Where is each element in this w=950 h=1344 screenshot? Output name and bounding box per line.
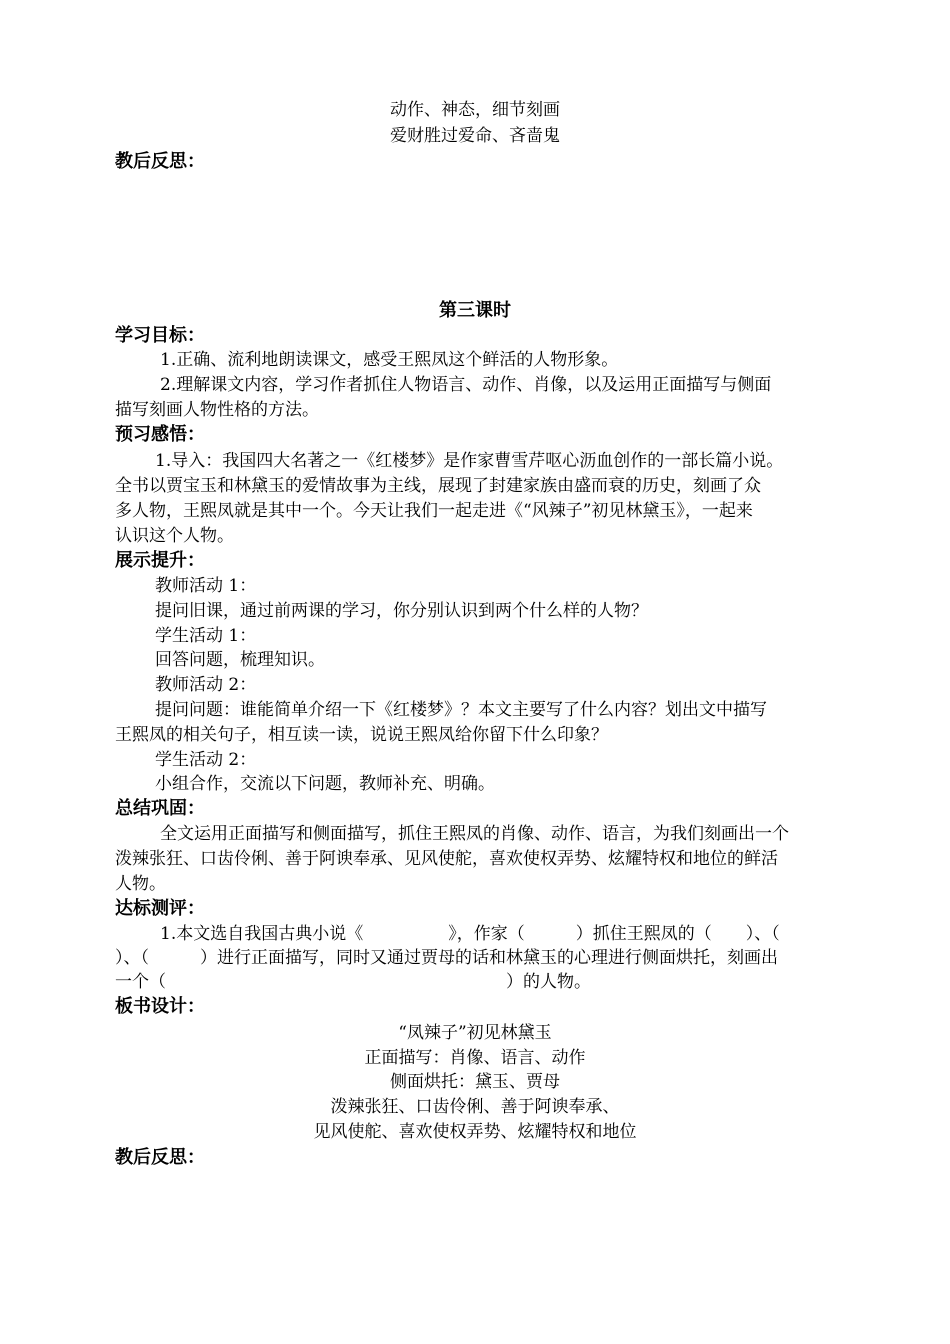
summary-line-2: 泼辣张狂、口齿伶俐、善于阿谀奉承、见风使舵，喜欢使权弄势、炫耀特权和地位的鲜活 (115, 849, 778, 869)
goals-heading: 学习目标： (115, 325, 205, 346)
board-line-3: 侧面烘托：黛玉、贾母 (390, 1072, 560, 1092)
student-activity-2-text: 小组合作，交流以下问题，教师补充、明确。 (155, 774, 495, 794)
teacher-activity-2-text-line-1: 提问问题：谁能简单介绍一下《红楼梦》？本文主要写了什么内容？划出文中描写 (155, 700, 767, 720)
summary-line-3: 人物。 (115, 874, 166, 894)
lesson-title: 第三课时 (439, 300, 511, 321)
display-heading: 展示提升： (115, 550, 205, 571)
test-line-1: 1.本文选自我国古典小说《 》，作家（ ）抓住王熙凤的（ ）、（ (160, 924, 780, 944)
goals-item-2-line-1: 2.理解课文内容，学习作者抓住人物语言、动作、肖像，以及运用正面描写与侧面 (160, 375, 772, 395)
teacher-activity-1-text: 提问旧课，通过前两课的学习，你分别认识到两个什么样的人物？ (155, 601, 648, 621)
teacher-activity-1: 教师活动 1： (155, 576, 257, 596)
top-board-line-1: 动作、神态，细节刻画 (390, 100, 560, 120)
board-line-2: 正面描写：肖像、语言、动作 (364, 1048, 586, 1068)
test-line-2: ）、（ ）进行正面描写，同时又通过贾母的话和林黛玉的心理进行侧面烘托，刻画出 (115, 948, 778, 968)
summary-heading: 总结巩固： (115, 798, 205, 819)
reflection-heading-2: 教后反思： (115, 1147, 205, 1168)
teacher-activity-2-text-line-2: 王熙凤的相关句子，相互读一读，说说王熙凤给你留下什么印象？ (115, 725, 608, 745)
student-activity-1: 学生活动 1： (155, 626, 257, 646)
board-line-4: 泼辣张狂、口齿伶俐、善于阿谀奉承、 (330, 1097, 620, 1117)
preview-line-2: 全书以贾宝玉和林黛玉的爱情故事为主线，展现了封建家族由盛而衰的历史，刻画了众 (115, 476, 761, 496)
student-activity-2: 学生活动 2： (155, 750, 257, 770)
reflection-heading-1: 教后反思： (115, 151, 205, 172)
preview-line-1: 1.导入：我国四大名著之一《红楼梦》是作家曹雪芹呕心沥血创作的一部长篇小说。 (155, 451, 784, 471)
preview-line-4: 认识这个人物。 (115, 526, 234, 546)
preview-line-3: 多人物，王熙凤就是其中一个。今天让我们一起走进《“风辣子”初见林黛玉》，一起来 (115, 501, 753, 521)
test-line-3: 一个（ ）的人物。 (115, 972, 591, 992)
goals-item-1: 1.正确、流利地朗读课文，感受王熙凤这个鲜活的人物形象。 (160, 350, 619, 370)
test-heading: 达标测评： (115, 898, 205, 919)
board-line-1: “凤辣子”初见林黛玉 (398, 1023, 552, 1043)
goals-item-2-line-2: 描写刻画人物性格的方法。 (115, 400, 319, 420)
teacher-activity-2: 教师活动 2： (155, 675, 257, 695)
board-line-5: 见风使舵、喜欢使权弄势、炫耀特权和地位 (313, 1122, 637, 1142)
student-activity-1-text: 回答问题，梳理知识。 (155, 650, 325, 670)
summary-line-1: 全文运用正面描写和侧面描写，抓住王熙凤的肖像、动作、语言，为我们刻画出一个 (160, 824, 789, 844)
preview-heading: 预习感悟： (115, 424, 205, 445)
board-heading: 板书设计： (115, 996, 205, 1017)
top-board-line-2: 爱财胜过爱命、吝啬鬼 (390, 126, 560, 146)
